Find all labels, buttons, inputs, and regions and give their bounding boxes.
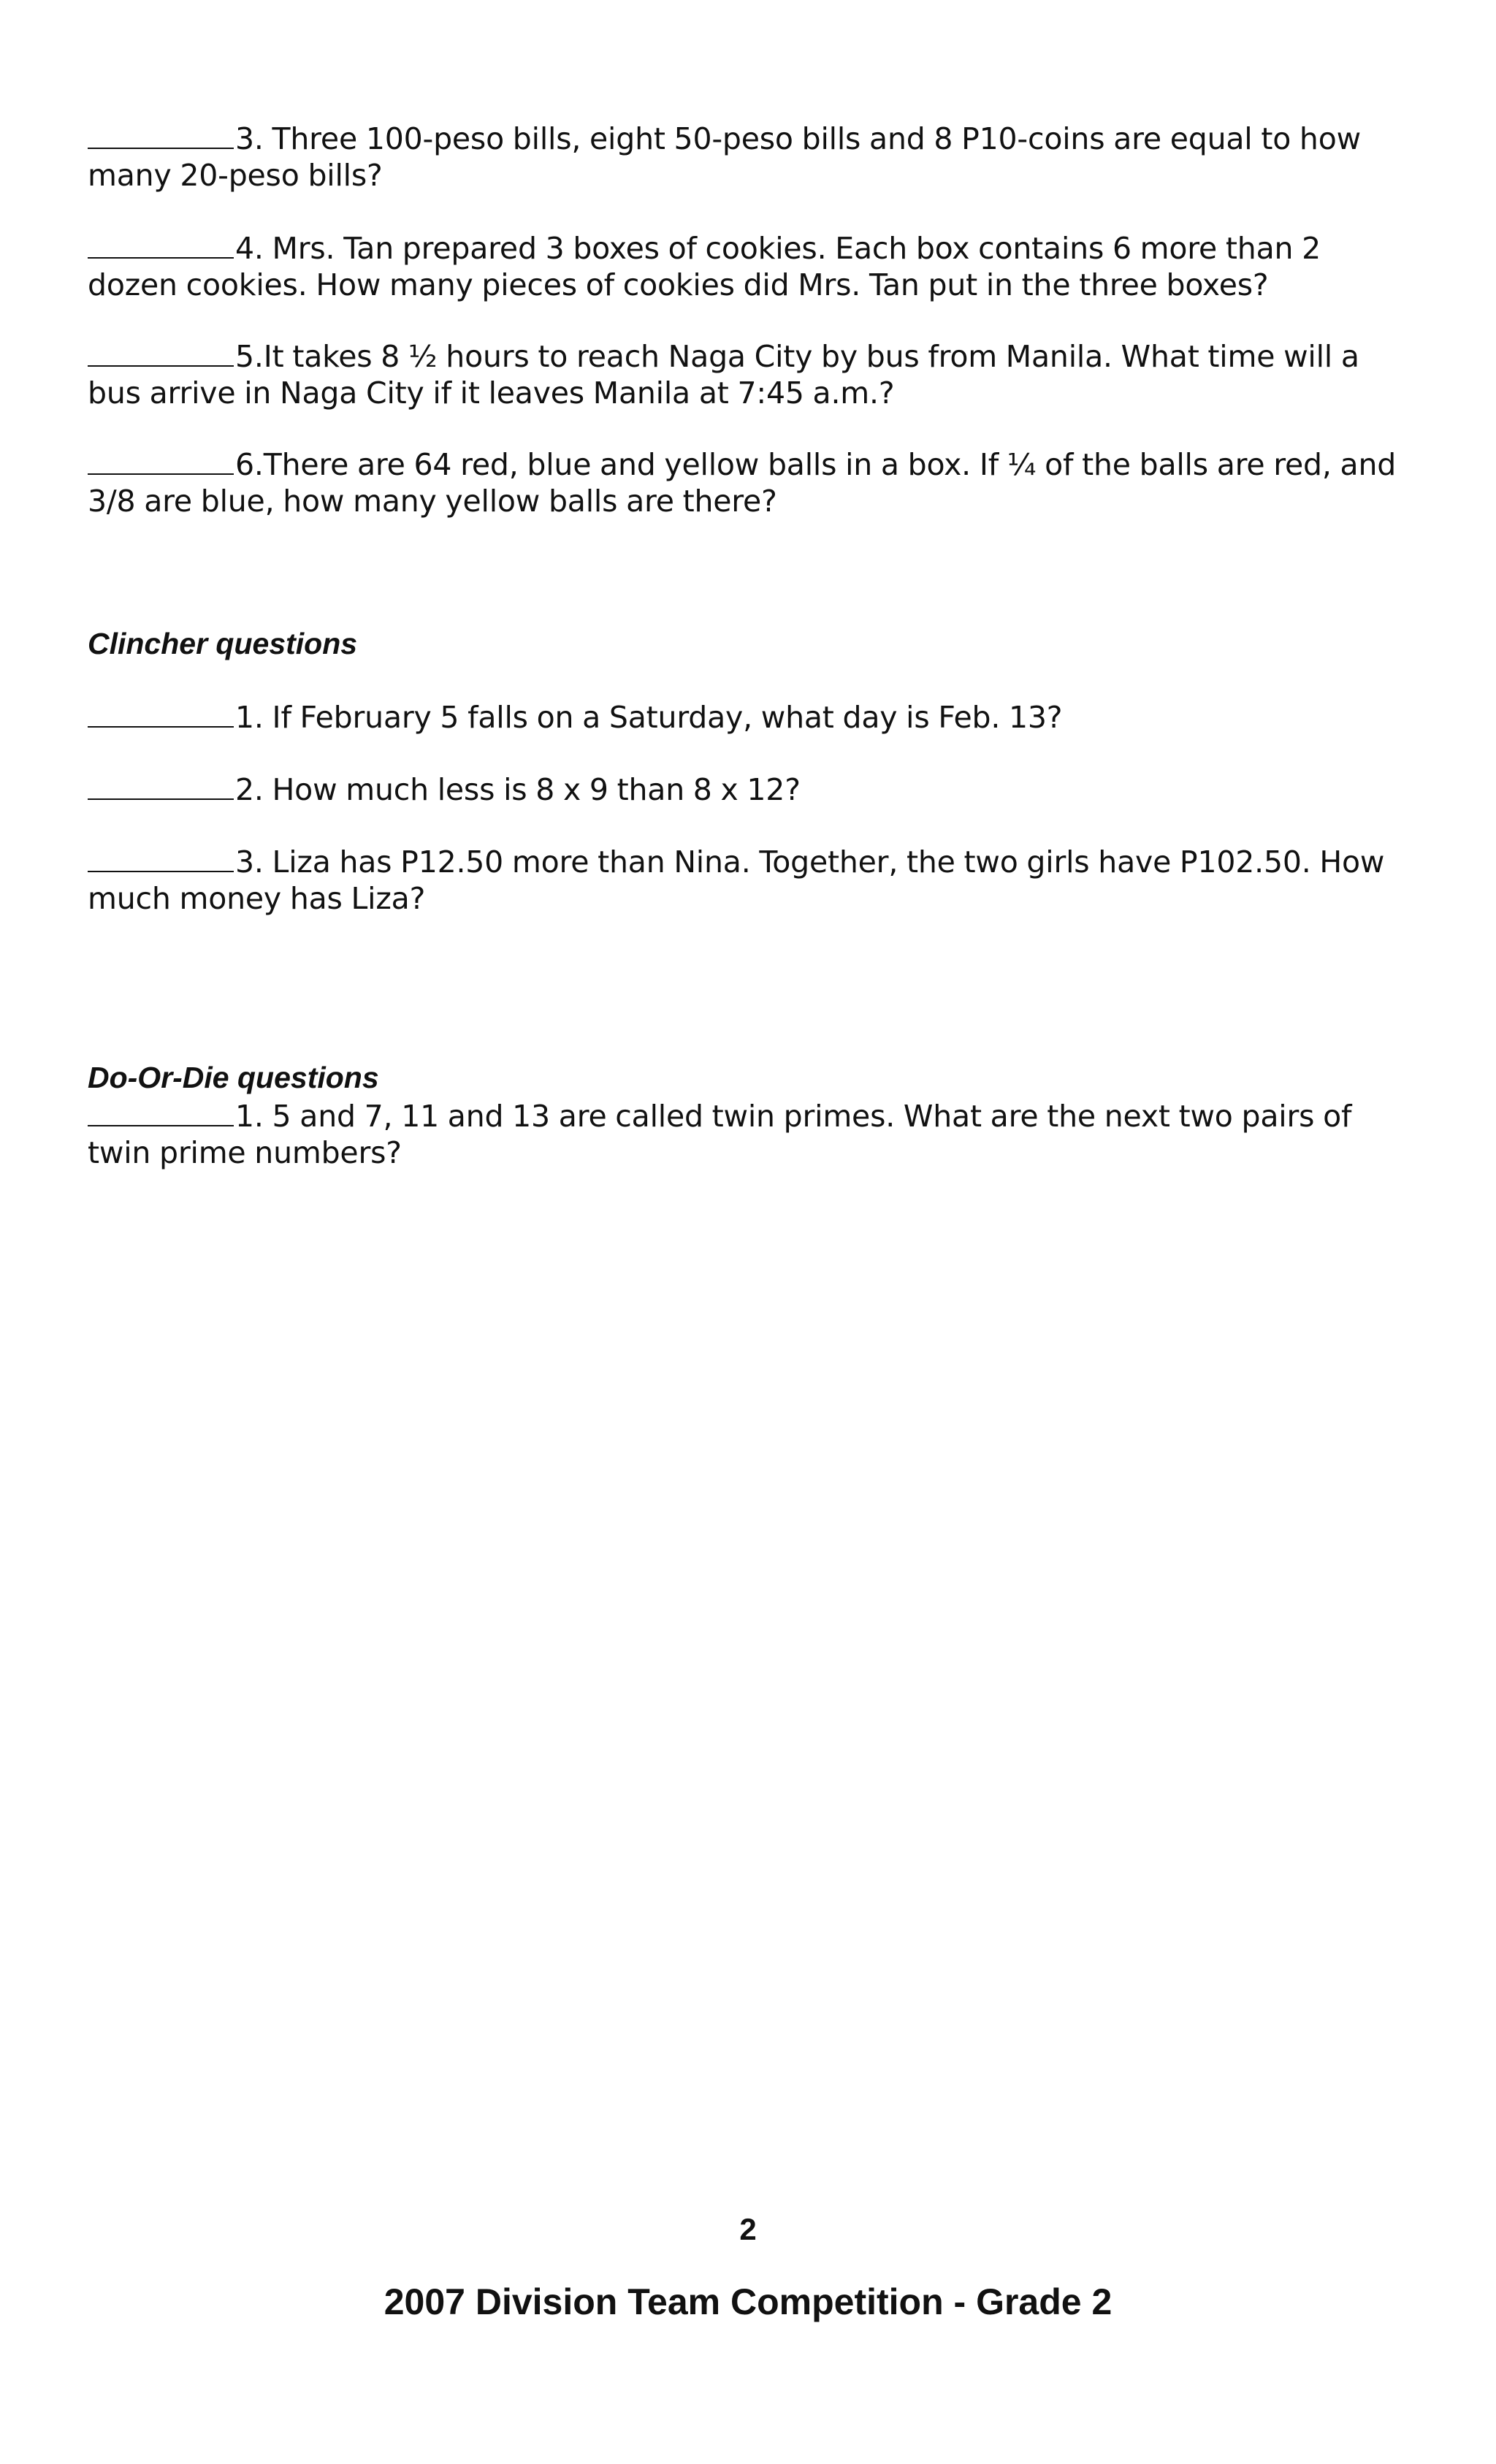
answer-blank[interactable] bbox=[88, 118, 234, 149]
question-3 bbox=[88, 118, 1417, 194]
footer-title: 2007 Division Team Competition - Grade 2 bbox=[383, 2281, 1113, 2322]
clincher-heading: Clincher questions bbox=[88, 627, 358, 660]
clincher-question-2 bbox=[88, 769, 1417, 808]
answer-blank[interactable] bbox=[88, 1096, 234, 1126]
clincher-question-3 bbox=[88, 842, 1417, 917]
answer-blank[interactable] bbox=[88, 444, 234, 475]
answer-blank[interactable] bbox=[88, 842, 234, 872]
answer-blank[interactable] bbox=[88, 228, 234, 259]
answer-blank[interactable] bbox=[88, 697, 234, 728]
question-5 bbox=[88, 336, 1417, 411]
question-text: 4. Mrs. Tan prepared 3 boxes of cookies. Each box contains 6 more than 2 dozen cookies. How many pieces of cookies did Mrs. Tan put in the three boxes? bbox=[88, 231, 1321, 302]
question-text: 1. If February 5 falls on a Saturday, what day is Feb. 13? bbox=[235, 700, 1063, 735]
answer-blank[interactable] bbox=[88, 336, 234, 367]
do-or-die-heading: Do-Or-Die questions bbox=[88, 1061, 379, 1094]
question-text: 3. Liza has P12.50 more than Nina. Together, the two girls have P102.50. How much money has Liza? bbox=[88, 844, 1385, 916]
question-text: 5.It takes 8 ½ hours to reach Naga City by bus from Manila. What time will a bus arrive in Naga City if it leaves Manila at 7:45 a.m.? bbox=[88, 339, 1359, 411]
clincher-question-1 bbox=[88, 697, 1417, 736]
question-text: 2. How much less is 8 x 9 than 8 x 12? bbox=[235, 772, 801, 807]
question-4 bbox=[88, 228, 1417, 303]
answer-blank[interactable] bbox=[88, 769, 234, 800]
question-text: 3. Three 100-peso bills, eight 50-peso bills and 8 P10-coins are equal to how many 20-peso bills? bbox=[88, 121, 1361, 193]
page-number: 2 bbox=[739, 2212, 757, 2246]
do-or-die-question-1 bbox=[88, 1096, 1417, 1171]
question-text: 6.There are 64 red, blue and yellow balls in a box. If ¼ of the balls are red, and 3/8 are blue, how many yellow balls are there? bbox=[88, 447, 1397, 519]
question-text: 1. 5 and 7, 11 and 13 are called twin primes. What are the next two pairs of twin prime numbers? bbox=[88, 1099, 1352, 1170]
question-6 bbox=[88, 444, 1417, 519]
